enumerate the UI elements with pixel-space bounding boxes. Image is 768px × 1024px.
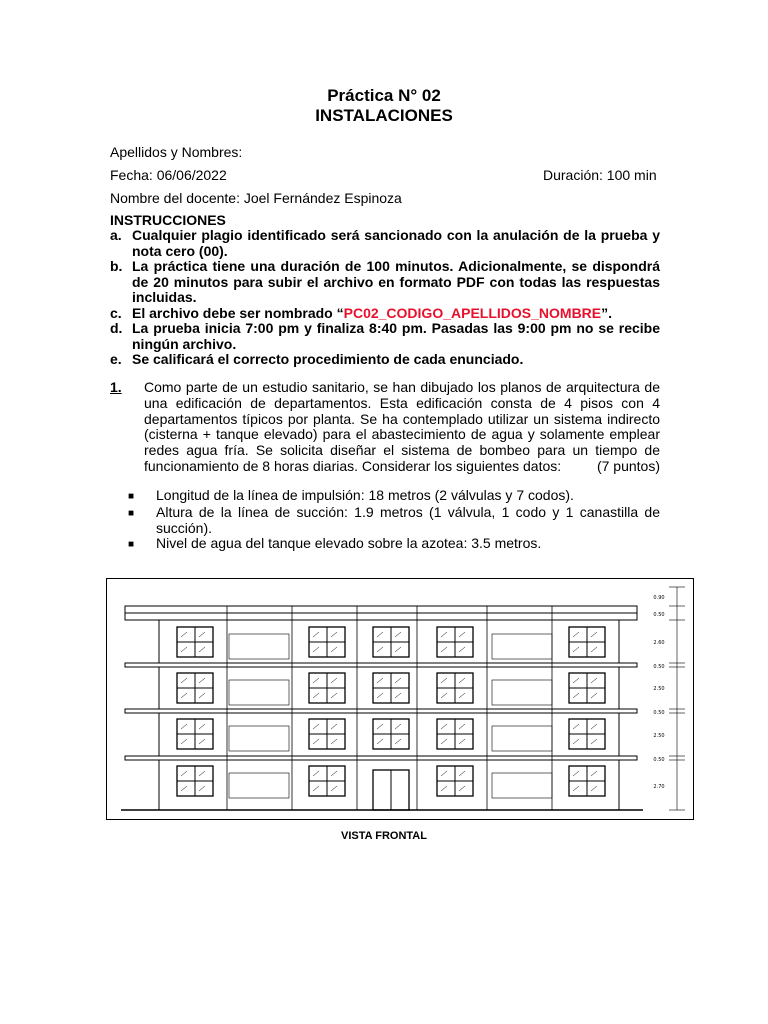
glass-hatch [459,647,465,652]
glass-hatch [181,632,187,637]
building-outline [159,620,619,810]
dimension-label: 2.70 [653,784,665,790]
glass-hatch [459,786,465,791]
question-text-block [144,380,660,475]
list-item-text: Altura de la línea de succión: 1.9 metros (1 válvula, 1 codo y 1 canastilla de succión). [156,503,660,536]
glass-hatch [199,724,205,729]
instruction-text-after: ”. [601,304,613,321]
glass-hatch [573,786,579,791]
glass-hatch [459,739,465,744]
glass-hatch [441,632,447,637]
glass-hatch [441,724,447,729]
recessed-panel [229,634,289,659]
glass-hatch [331,693,337,698]
glass-hatch [199,647,205,652]
glass-hatch [199,739,205,744]
glass-hatch [441,771,447,776]
glass-hatch [377,739,383,744]
dimension-label: 0.90 [653,595,665,601]
glass-hatch [199,693,205,698]
glass-hatch [331,739,337,744]
glass-hatch [395,739,401,744]
glass-hatch [573,693,579,698]
building-elevation-drawing [106,578,694,820]
instruction-text [132,306,660,322]
list-item-text: Nivel de agua del tanque elevado sobre la azotea: 3.5 metros. [156,535,542,552]
student-name-label: Apellidos y Nombres: [110,144,243,160]
glass-hatch [377,632,383,637]
recessed-panel [492,634,552,659]
list-item [128,536,660,553]
glass-hatch [181,771,187,776]
recessed-panel [492,680,552,705]
glass-hatch [573,678,579,683]
instruction-item [110,321,660,352]
teacher-label: Nombre del docente: Joel Fernández Espinoza [110,190,402,206]
glass-hatch [441,647,447,652]
instruction-text: Cualquier plagio identificado será sancionado con la anulación de la prueba y nota cero (00). [132,227,660,259]
dimension-label: 2.60 [653,640,665,646]
list-item-text: Longitud de la línea de impulsión: 18 metros (2 válvulas y 7 codos). [156,487,574,503]
instruction-letter: e. [110,351,122,367]
glass-hatch [199,771,205,776]
glass-hatch [395,678,401,683]
glass-hatch [331,678,337,683]
glass-hatch [331,632,337,637]
instruction-text-before: El archivo debe ser nombrado “ [132,304,344,321]
file-name-highlight: PC02_CODIGO_APELLIDOS_NOMBRE [343,304,602,321]
instruction-item [110,259,660,306]
glass-hatch [591,786,597,791]
square-bullet-icon: ■ [128,491,135,502]
glass-hatch [591,739,597,744]
recessed-panel [229,773,289,798]
glass-hatch [591,693,597,698]
glass-hatch [441,678,447,683]
glass-hatch [181,693,187,698]
dimension-label: 0.50 [653,710,665,716]
glass-hatch [331,647,337,652]
glass-hatch [313,647,319,652]
roof-parapet [125,606,637,613]
date-label: Fecha: 06/06/2022 [110,167,227,183]
question-data-list [128,488,660,553]
glass-hatch [573,632,579,637]
glass-hatch [377,647,383,652]
glass-hatch [591,724,597,729]
list-item [128,488,660,505]
dimension-label: 0.50 [653,757,665,763]
glass-hatch [181,647,187,652]
glass-hatch [441,693,447,698]
glass-hatch [377,693,383,698]
glass-hatch [573,771,579,776]
glass-hatch [199,678,205,683]
figure-caption: VISTA FRONTAL [341,830,427,842]
glass-hatch [181,739,187,744]
instruction-item [110,352,660,368]
glass-hatch [313,678,319,683]
instructions-list [110,228,660,368]
question-number: 1. [110,379,122,395]
page-title: Práctica N° 02 [327,86,441,105]
glass-hatch [395,693,401,698]
glass-hatch [591,632,597,637]
dimension-label: 0.50 [653,664,665,670]
glass-hatch [313,739,319,744]
glass-hatch [313,771,319,776]
glass-hatch [441,786,447,791]
dimension-label: 0.50 [653,612,665,618]
list-item [128,505,660,537]
floor-slab [125,663,637,667]
glass-hatch [395,724,401,729]
glass-hatch [441,739,447,744]
instruction-letter: c. [110,304,122,321]
glass-hatch [591,647,597,652]
duration-label: Duración: 100 min [543,167,657,183]
glass-hatch [377,724,383,729]
instruction-letter: a. [110,227,122,243]
instruction-text: La prueba inicia 7:00 pm y finaliza 8:40 pm. Pasadas las 9:00 pm no se recibe ningún archivo. [132,320,660,352]
question-points: (7 puntos) [596,457,660,474]
glass-hatch [313,693,319,698]
glass-hatch [573,739,579,744]
glass-hatch [459,693,465,698]
recessed-panel [229,726,289,751]
glass-hatch [395,632,401,637]
instruction-letter: b. [110,258,123,274]
square-bullet-icon: ■ [128,539,135,551]
glass-hatch [459,678,465,683]
glass-hatch [313,724,319,729]
glass-hatch [459,771,465,776]
glass-hatch [331,786,337,791]
dimension-label: 2.50 [653,733,665,739]
floor-slab [125,756,637,760]
recessed-panel [229,680,289,705]
recessed-panel [492,773,552,798]
glass-hatch [591,678,597,683]
square-bullet-icon: ■ [128,507,135,519]
glass-hatch [181,786,187,791]
question-text: Como parte de un estudio sanitario, se han dibujado los planos de arquitectura de una edificación de departamentos. Esta edificación consta de 4 pisos con 4 departamentos típicos por planta. Se ha contemplado utilizar un sistema indirecto (cisterna + tanque elevado) para el abastecimiento de agua y solamente emplear redes agua fría. Se solicita diseñar el sistema de bombeo para un tiempo de funcionamiento de 8 horas diarias. Considerar los siguientes datos: [144,379,660,474]
glass-hatch [459,632,465,637]
instruction-item [110,306,660,322]
glass-hatch [331,724,337,729]
glass-hatch [331,771,337,776]
instructions-heading: INSTRUCCIONES [110,212,226,228]
instruction-text: La práctica tiene una duración de 100 minutos. Adicionalmente, se dispondrá de 20 minutos para subir el archivo en formato PDF con todas las respuestas incluidas. [132,258,660,305]
instruction-item [110,228,660,259]
glass-hatch [199,786,205,791]
glass-hatch [313,786,319,791]
floor-slab [125,709,637,713]
instruction-text: Se calificará el correcto procedimiento de cada enunciado. [132,351,524,367]
question-1 [110,380,660,475]
glass-hatch [573,647,579,652]
glass-hatch [181,678,187,683]
glass-hatch [591,771,597,776]
glass-hatch [459,724,465,729]
glass-hatch [181,724,187,729]
glass-hatch [395,647,401,652]
recessed-panel [492,726,552,751]
roof-band [125,613,637,620]
glass-hatch [377,678,383,683]
glass-hatch [199,632,205,637]
glass-hatch [313,632,319,637]
glass-hatch [573,724,579,729]
instruction-letter: d. [110,320,123,336]
elevation-svg [107,579,693,819]
dimension-label: 2.50 [653,686,665,692]
page-subtitle: INSTALACIONES [315,106,453,125]
